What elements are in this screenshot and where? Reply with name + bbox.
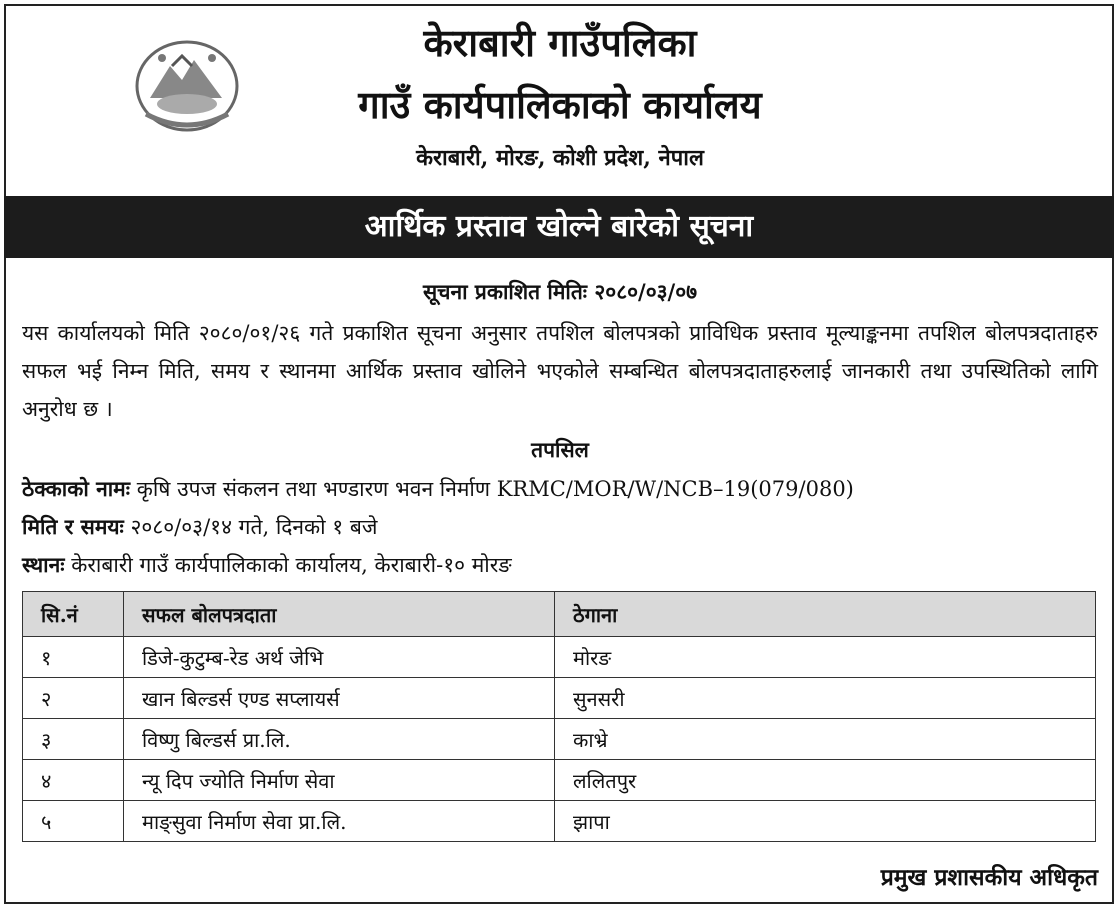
date-time-line	[22, 509, 1098, 545]
date-time-value: २०८०/०३/१४ गते, दिनको १ बजे	[130, 515, 378, 539]
serial-cell: १	[23, 637, 124, 678]
table-row	[23, 637, 1096, 678]
table-row	[23, 760, 1096, 801]
bidder-cell: खान बिल्डर्स एण्ड सप्लायर्स	[124, 678, 555, 719]
table-row	[23, 719, 1096, 760]
address-cell: मोरङ	[555, 637, 1096, 678]
address-cell: ललितपुर	[555, 760, 1096, 801]
column-header-address: ठेगाना	[555, 592, 1096, 637]
nepal-government-emblem-icon	[132, 36, 242, 136]
place-value: केराबारी गाउँ कार्यपालिकाको कार्यालय, केराबारी-१० मोरङ	[71, 553, 512, 577]
serial-cell: २	[23, 678, 124, 719]
municipality-name: केराबारी गाउँपलिका	[423, 20, 697, 65]
contract-name-label: ठेक्काको नामः	[22, 476, 130, 501]
bidder-cell: विष्णु बिल्डर्स प्रा.लि.	[124, 719, 555, 760]
serial-cell: ३	[23, 719, 124, 760]
notice-body: यस कार्यालयको मिति २०८०/०१/२६ गते प्रकाशित सूचना अनुसार तपशिल बोलपत्रको प्राविधिक प्रस्ताव मूल्याङ्कनमा तपशिल बोलपत्रदाताहरु सफल भई निम्न मिति, समय र स्थानमा आर्थिक प्रस्ताव खोलिने भएकोले सम्बन्धित बोलपत्रदाताहरुलाई जानकारी तथा उपस्थितिको लागि अनुरोध छ ।	[22, 321, 1098, 421]
contract-name-line	[22, 471, 1098, 507]
address-cell: काभ्रे	[555, 719, 1096, 760]
table-row	[23, 678, 1096, 719]
table-header-row	[23, 592, 1096, 637]
successful-bidders-table	[22, 591, 1096, 842]
contract-name-value: कृषि उपज संकलन तथा भण्डारण भवन निर्माण KRMC/MOR/W/NCB–19(079/080)	[136, 477, 854, 501]
office-address: केराबारी, मोरङ, कोशी प्रदेश, नेपाल	[416, 145, 704, 171]
publish-date: सूचना प्रकाशित मितिः २०८०/०३/०७	[422, 279, 698, 304]
office-name: गाउँ कार्यपालिकाको कार्यालय	[358, 82, 762, 127]
bidder-cell: न्यू दिप ज्योति निर्माण सेवा	[124, 760, 555, 801]
place-line	[22, 547, 1098, 583]
notice-title-banner: आर्थिक प्रस्ताव खोल्ने बारेको सूचना	[4, 196, 1114, 258]
place-label: स्थानः	[22, 552, 65, 577]
bidder-cell: डिजे-कुटुम्ब-रेड अर्थ जेभि	[124, 637, 555, 678]
details-heading: तपसिल	[531, 437, 589, 462]
table-row	[23, 801, 1096, 842]
serial-cell: ५	[23, 801, 124, 842]
date-time-label: मिति र समयः	[22, 514, 124, 539]
column-header-serial: सि.नं	[23, 592, 124, 637]
address-cell: झापा	[555, 801, 1096, 842]
address-cell: सुनसरी	[555, 678, 1096, 719]
column-header-bidder: सफल बोलपत्रदाता	[124, 592, 555, 637]
serial-cell: ४	[23, 760, 124, 801]
bidder-cell: माङ्सुवा निर्माण सेवा प्रा.लि.	[124, 801, 555, 842]
signatory-title: प्रमुख प्रशासकीय अधिकृत	[880, 864, 1098, 891]
